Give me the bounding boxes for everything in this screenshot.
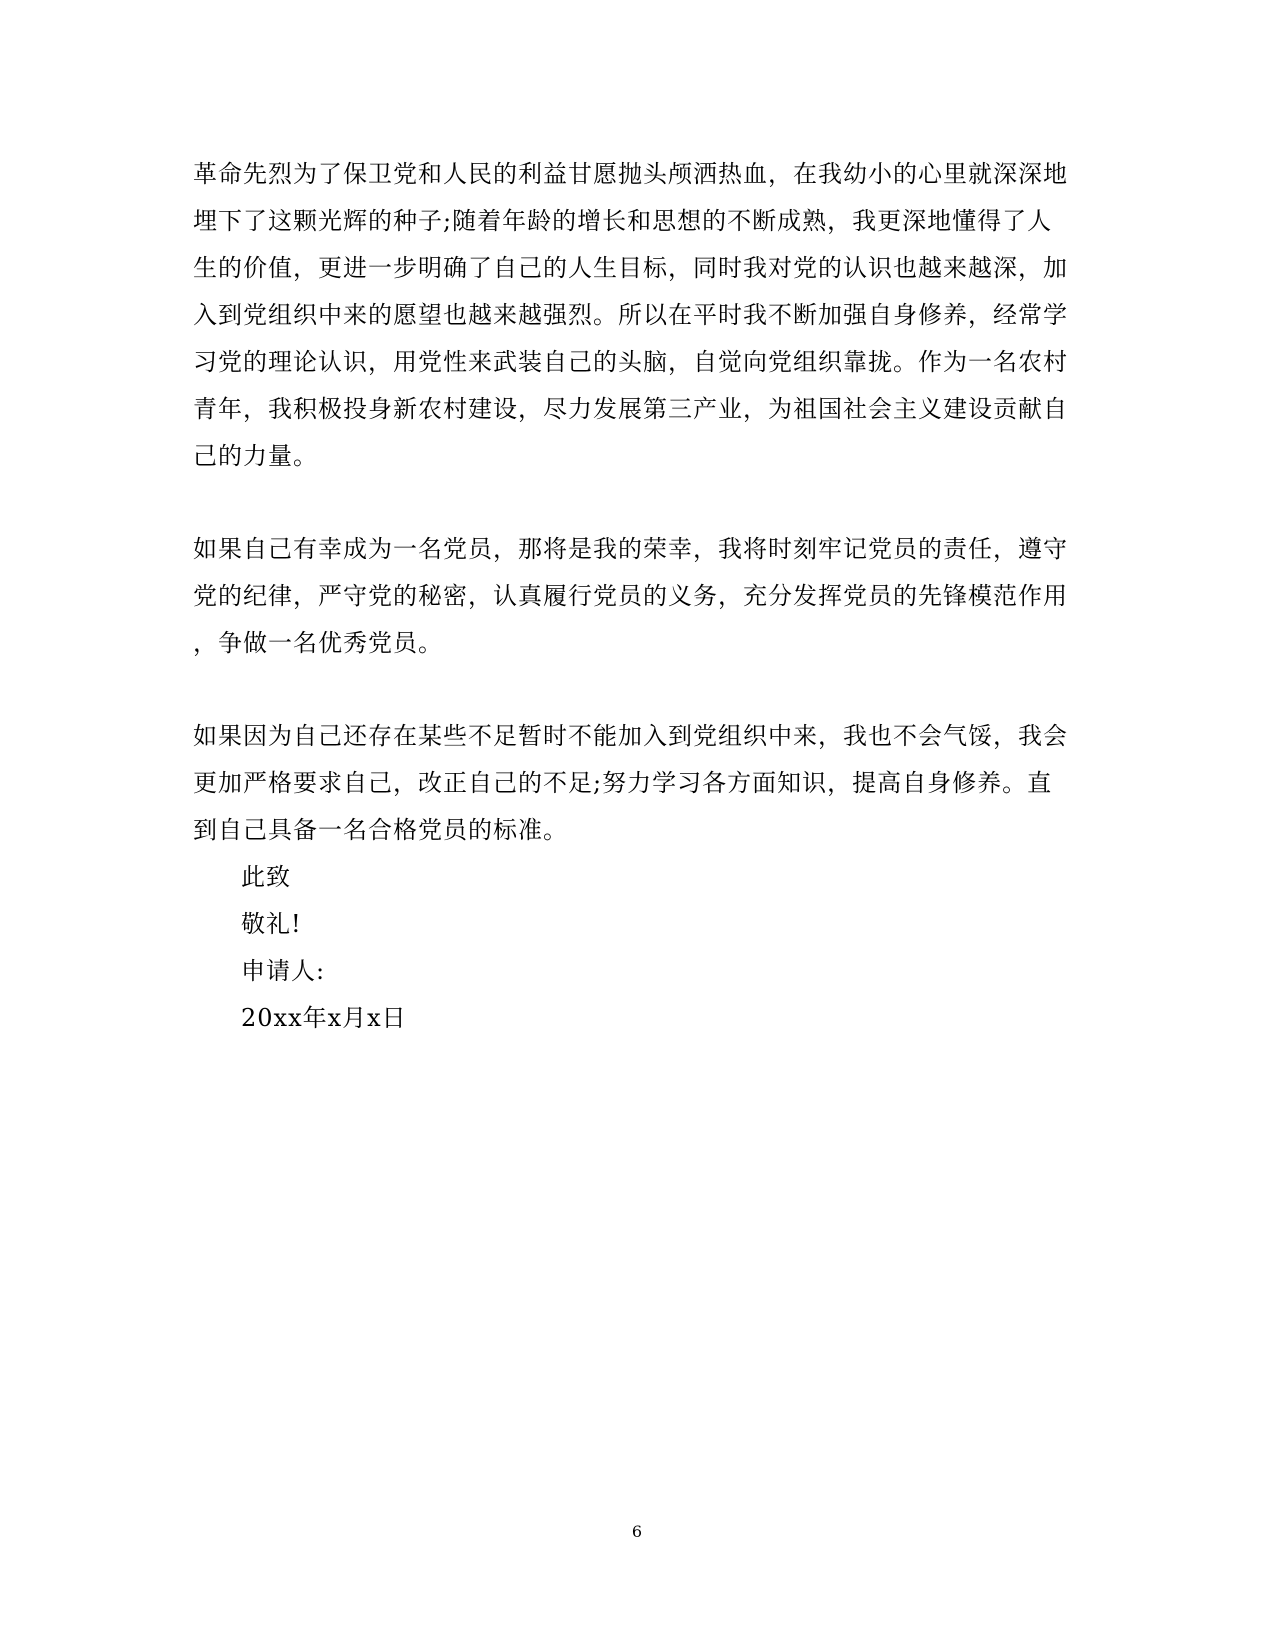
paragraph-1-line-1: 革命先烈为了保卫党和人民的利益甘愿抛头颅洒热血，在我幼小的心里就深深地 — [193, 160, 1068, 188]
closing-regards: 敬礼! — [241, 910, 302, 938]
paragraph-2-line-1: 如果自己有幸成为一名党员，那将是我的荣幸，我将时刻牢记党员的责任，遵守 — [193, 535, 1068, 563]
paragraph-1-line-4: 入到党组织中来的愿望也越来越强烈。所以在平时我不断加强自身修养，经常学 — [193, 301, 1068, 329]
paragraph-3-line-2: 更加严格要求自己，改正自己的不足;努力学习各方面知识，提高自身修养。直 — [193, 769, 1053, 797]
paragraph-1-line-6: 青年，我积极投身新农村建设，尽力发展第三产业，为祖国社会主义建设贡献自 — [193, 395, 1068, 423]
applicant-label: 申请人: — [241, 957, 326, 985]
paragraph-2-line-3: ，争做一名优秀党员。 — [193, 629, 443, 657]
date-line: 20xx年x月x日 — [241, 1004, 407, 1032]
paragraph-1-line-2: 埋下了这颗光辉的种子;随着年龄的增长和思想的不断成熟，我更深地懂得了人 — [193, 207, 1053, 235]
paragraph-1-line-5: 习党的理论认识，用党性来武装自己的头脑，自觉向党组织靠拢。作为一名农村 — [193, 348, 1068, 376]
page-number: 6 — [631, 1522, 643, 1541]
paragraph-3-line-1: 如果因为自己还存在某些不足暂时不能加入到党组织中来，我也不会气馁，我会 — [193, 722, 1068, 750]
paragraph-2-line-2: 党的纪律，严守党的秘密，认真履行党员的义务，充分发挥党员的先锋模范作用 — [193, 582, 1068, 610]
closing-salutation: 此致 — [241, 863, 291, 891]
paragraph-1-line-3: 生的价值，更进一步明确了自己的人生目标，同时我对党的认识也越来越深，加 — [193, 254, 1068, 282]
paragraph-3-line-3: 到自己具备一名合格党员的标准。 — [193, 816, 568, 844]
paragraph-1-line-7: 己的力量。 — [193, 442, 318, 470]
